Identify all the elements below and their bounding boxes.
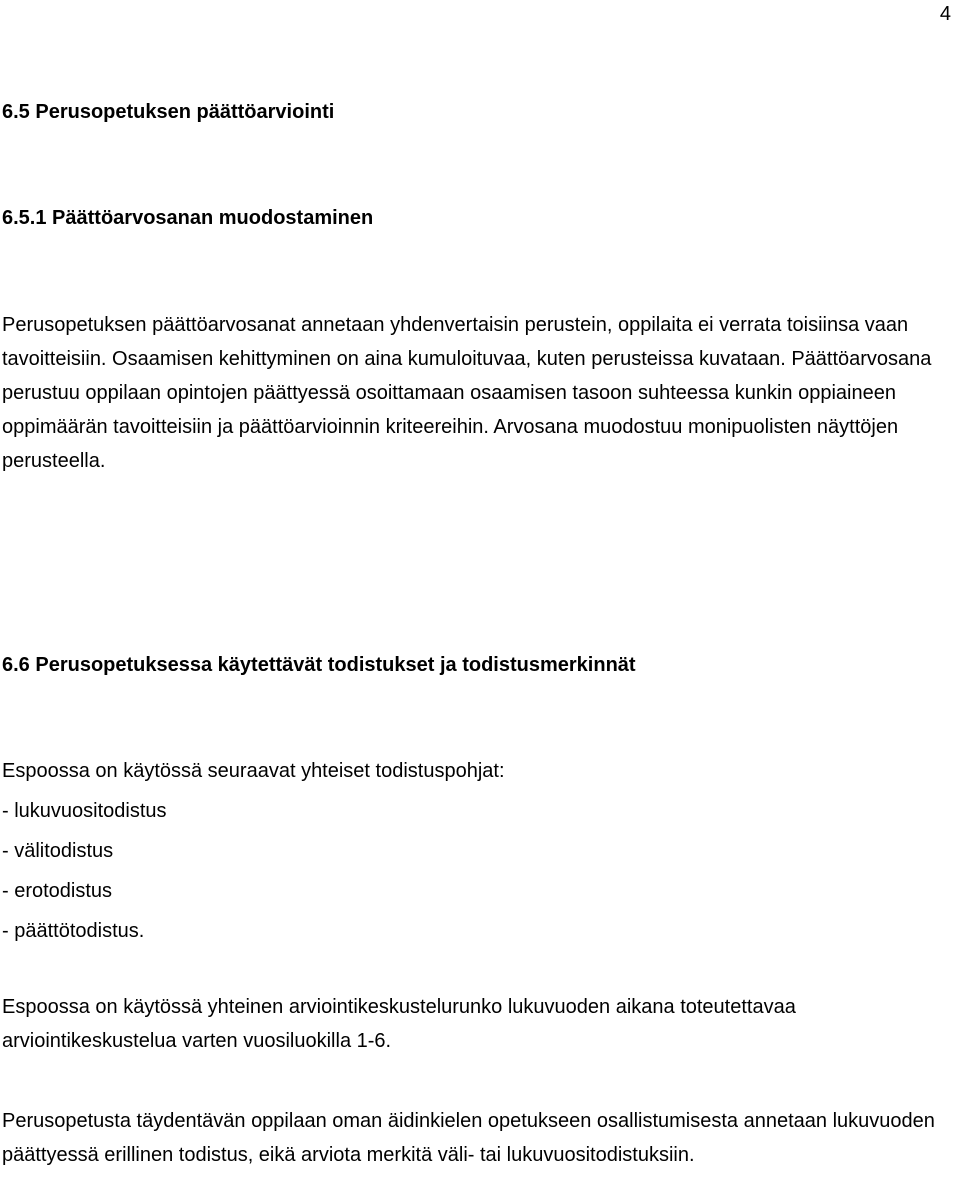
list-item: - lukuvuositodistus [2,800,167,822]
subsection-heading-6-5-1: 6.5.1 Päättöarvosanan muodostaminen [2,207,374,229]
paragraph-final-grade: Perusopetuksen päättöarvosanat annetaan yhdenvertaisin perustein, oppilaita ei verrata toisiinsa vaan tavoitteisiin. Osaamisen kehittyminen on aina kumuloituvaa, kuten perusteissa kuvataan. Päättöarvosana perustuu oppilaan opintojen päättyessä osoittamaan osaamisen tasoon suhteessa kunkin oppiaineen oppimäärän tavoitteisiin ja päättöarvioinnin kriteereihin. Arvosana muodostuu monipuolisten näyttöjen perusteella. [2,314,932,472]
list-item: - välitodistus [2,840,114,862]
paragraph-assessment-discussion: Espoossa on käytössä yhteinen arviointikeskustelurunko lukuvuoden aikana toteutettavaa arviointikeskustelua varten vuosiluokilla 1-6. [2,996,796,1052]
list-item: - erotodistus [2,880,113,902]
section-heading-6-6: 6.6 Perusopetuksessa käytettävät todistukset ja todistusmerkinnät [2,654,636,676]
section-heading-6-5: 6.5 Perusopetuksen päättöarviointi [2,101,335,123]
paragraph-mother-tongue: Perusopetusta täydentävän oppilaan oman äidinkielen opetukseen osallistumisesta annetaan lukuvuoden päättyessä erillinen todistus, eikä arviota merkitä väli- tai lukuvuositodistuksiin. [2,1110,935,1166]
certificate-intro: Espoossa on käytössä seuraavat yhteiset todistuspohjat: [2,760,505,782]
page-number: 4 [939,3,951,25]
list-item: - päättötodistus. [2,920,145,942]
certificate-list [2,791,167,951]
